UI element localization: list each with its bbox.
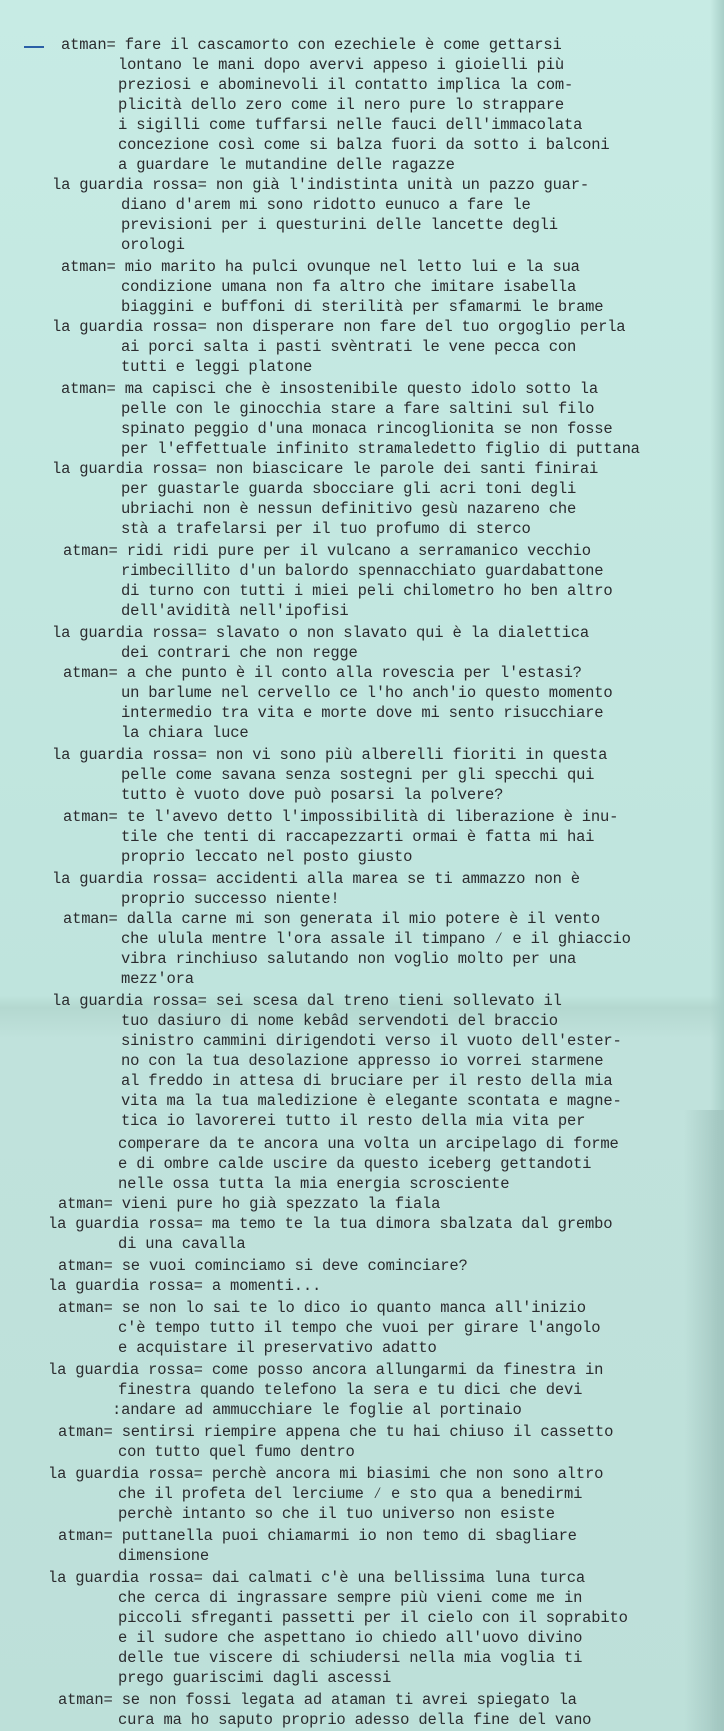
text-line: che il profeta del lerciume ⁄ e sto qua a benedirmi bbox=[118, 1485, 583, 1503]
text-line: biaggini e buffoni di sterilità per sfamarmi le brame bbox=[121, 298, 604, 316]
text-line: dei contrari che non regge bbox=[121, 644, 358, 662]
text-line: con tutto quel fumo dentro bbox=[118, 1443, 355, 1461]
text-line: la guardia rossa= perchè ancora mi biasimi che non sono altro bbox=[48, 1465, 604, 1483]
text-line: vita ma la tua maledizione è elegante scontata e magne- bbox=[121, 1092, 622, 1110]
text-line: la guardia rossa= accidenti alla marea se ti ammazzo non è bbox=[52, 870, 580, 888]
text-line: di turno con tutti i miei peli chilometro ho ben altro bbox=[121, 582, 613, 600]
text-line: la chiara luce bbox=[121, 724, 249, 742]
text-line: mezz'ora bbox=[121, 970, 194, 988]
text-line: atman= mio marito ha pulci ovunque nel letto lui e la sua bbox=[61, 258, 580, 276]
text-line: la guardia rossa= non già l'indistinta unità un pazzo guar- bbox=[52, 176, 589, 194]
text-line: proprio leccato nel posto giusto bbox=[121, 848, 413, 866]
text-line: previsioni per i questurini delle lancette degli bbox=[121, 216, 558, 234]
text-line: plicità dello zero come il nero pure lo strappare bbox=[118, 96, 564, 114]
text-line: tica io lavorerei tutto il resto della mia vita per bbox=[121, 1112, 586, 1130]
text-line: tutti e leggi platone bbox=[121, 358, 313, 376]
text-line: :andare ad ammucchiare le foglie al portinaio bbox=[112, 1401, 522, 1419]
text-line: per l'effettuale infinito stramaledetto figlio di puttana bbox=[121, 440, 640, 458]
text-line: atman= dalla carne mi son generata il mio potere è il vento bbox=[63, 910, 600, 928]
text-line: e di ombre calde uscire da questo iceberg gettandoti bbox=[118, 1155, 592, 1173]
text-line: rimbecillito d'un balordo spennacchiato guardabattone bbox=[121, 562, 604, 580]
text-line: la guardia rossa= come posso ancora allungarmi da finestra in bbox=[48, 1361, 604, 1379]
text-line: un barlume nel cervello ce l'ho anch'io questo momento bbox=[121, 684, 613, 702]
text-line: atman= vieni pure ho già spezzato la fiala bbox=[58, 1195, 441, 1213]
text-line: e il sudore che aspettano io chiedo all'uovo divino bbox=[118, 1629, 583, 1647]
text-line: per guastarle guarda sbocciare gli acri toni degli bbox=[121, 480, 577, 498]
text-line: la guardia rossa= non disperare non fare del tuo orgoglio perla bbox=[52, 318, 626, 336]
text-line: tuo dasiuro di nome kebâd servendoti del braccio bbox=[121, 1012, 558, 1030]
text-line: la guardia rossa= slavato o non slavato qui è la dialettica bbox=[52, 624, 589, 642]
margin-pen-mark bbox=[24, 46, 44, 48]
text-line: nelle ossa tutta la mia energia scrosciente bbox=[118, 1175, 510, 1193]
text-line: e acquistare il preservativo adatto bbox=[118, 1339, 437, 1357]
text-line: concezione così come si balza fuori da sotto i balconi bbox=[118, 136, 610, 154]
text-line: spinato peggio d'una monaca rincoglionita se non fosse bbox=[121, 420, 613, 438]
text-line: la guardia rossa= ma temo te la tua dimora sbalzata dal grembo bbox=[48, 1215, 613, 1233]
text-line: la guardia rossa= non vi sono più alberelli fioriti in questa bbox=[52, 746, 608, 764]
text-line: atman= ridi ridi pure per il vulcano a serramanico vecchio bbox=[63, 542, 591, 560]
text-line: orologi bbox=[121, 236, 185, 254]
text-line: lontano le mani dopo avervi appeso i gioielli più bbox=[118, 56, 564, 74]
text-line: che ulula mentre l'ora assale il timpano ⁄ e il ghiaccio bbox=[121, 930, 631, 948]
text-line: preziosi e abominevoli il contatto implica la com- bbox=[118, 76, 574, 94]
text-line: la guardia rossa= non biascicare le parole dei santi finirai bbox=[52, 460, 599, 478]
text-line: la guardia rossa= sei scesa dal treno tieni sollevato il bbox=[52, 992, 562, 1010]
text-line: pelle come savana senza sostegni per gli specchi qui bbox=[121, 766, 595, 784]
text-line: no con la tua desolazione appresso io vorrei starmene bbox=[121, 1052, 604, 1070]
text-line: condizione umana non fa altro che imitare isabella bbox=[121, 278, 577, 296]
text-line: atman= se non fossi legata ad ataman ti avrei spiegato la bbox=[58, 1691, 577, 1709]
text-line: atman= fare il cascamorto con ezechiele è come gettarsi bbox=[61, 36, 562, 54]
text-line: delle tue viscere di schiudersi nella mia voglia ti bbox=[118, 1649, 583, 1667]
text-line: atman= puttanella puoi chiamarmi io non temo di sbagliare bbox=[58, 1527, 577, 1545]
text-line: la guardia rossa= dai calmati c'è una bellissima luna turca bbox=[48, 1569, 585, 1587]
text-line: prego guariscimi dagli ascessi bbox=[118, 1669, 392, 1687]
text-line: atman= ma capisci che è insostenibile questo idolo sotto la bbox=[61, 380, 598, 398]
text-line: finestra quando telefono la sera e tu dici che devi bbox=[118, 1381, 583, 1399]
text-line: atman= te l'avevo detto l'impossibilità di liberazione è inu- bbox=[63, 808, 619, 826]
text-line: che cerca di ingrassare sempre più vieni come me in bbox=[118, 1589, 583, 1607]
text-line: cura ma ho saputo proprio adesso della fine del vano bbox=[118, 1711, 592, 1729]
text-line: i sigilli come tuffarsi nelle fauci dell'immacolata bbox=[118, 116, 583, 134]
text-line: a guardare le mutandine delle ragazze bbox=[118, 156, 455, 174]
text-line: atman= se vuoi cominciamo si deve cominciare? bbox=[58, 1257, 468, 1275]
text-line: dell'avidità nell'ipofisi bbox=[121, 602, 349, 620]
text-line: di una cavalla bbox=[118, 1235, 246, 1253]
paper-edge-shadow bbox=[684, 1110, 724, 1731]
text-line: tile che tenti di raccapezzarti ormai è fatta mi hai bbox=[121, 828, 595, 846]
text-line: ai porci salta i pasti svèntrati le vene pecca con bbox=[121, 338, 577, 356]
text-line: tutto è vuoto dove può posarsi la polvere? bbox=[121, 786, 504, 804]
text-line: vibra rinchiuso salutando non voglio molto per una bbox=[121, 950, 577, 968]
text-line: piccoli sfreganti passetti per il cielo con il soprabito bbox=[118, 1609, 628, 1627]
text-line: al freddo in attesa di bruciare per il resto della mia bbox=[121, 1072, 613, 1090]
text-line: comperare da te ancora una volta un arcipelago di forme bbox=[118, 1135, 619, 1153]
text-line: proprio successo niente! bbox=[121, 890, 340, 908]
text-line: atman= a che punto è il conto alla rovescia per l'estasi? bbox=[63, 664, 582, 682]
text-line: intermedio tra vita e morte dove mi sento risucchiare bbox=[121, 704, 604, 722]
text-line: ubriachi non è nessun definitivo gesù nazareno che bbox=[121, 500, 577, 518]
text-line: la guardia rossa= a momenti... bbox=[48, 1277, 322, 1295]
text-line: sinistro cammini dirigendoti verso il vuoto dell'ester- bbox=[121, 1032, 622, 1050]
text-line: stà a trafelarsi per il tuo profumo di sterco bbox=[121, 520, 531, 538]
text-line: dimensione bbox=[118, 1547, 210, 1565]
text-line: atman= sentirsi riempire appena che tu hai chiuso il cassetto bbox=[58, 1423, 614, 1441]
text-line: c'è tempo tutto il tempo che vuoi per girare l'angolo bbox=[118, 1319, 601, 1337]
text-line: pelle con le ginocchia stare a fare saltini sul filo bbox=[121, 400, 595, 418]
text-line: perchè intanto so che il tuo universo non esiste bbox=[118, 1505, 555, 1523]
text-line: diano d'arem mi sono ridotto eunuco a fare le bbox=[121, 196, 531, 214]
text-line: atman= se non lo sai te lo dico io quanto manca all'inizio bbox=[58, 1299, 586, 1317]
